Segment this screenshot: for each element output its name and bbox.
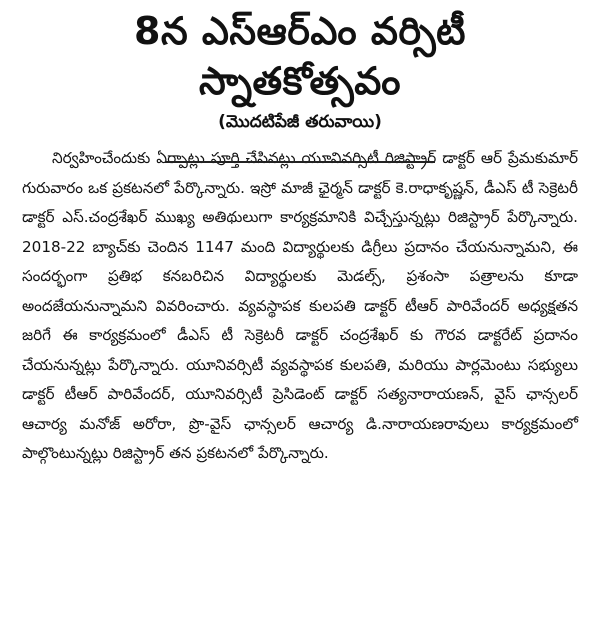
headline-line-2: స్నాతకోత్సవం <box>198 59 402 103</box>
continuation-note: (మొదటిపేజీ తరువాయి) <box>218 112 382 132</box>
clipped-next-line <box>22 616 578 624</box>
headline <box>0 6 600 106</box>
separator-rule <box>165 161 435 163</box>
article-body: నిర్వహించేందుకు ఏర్పాట్లు పూర్తి చేసినట్లు యూనివర్సిటీ రిజిస్ట్రార్ డాక్టర్ ఆర్ ప్రేమకుమార్ గురువారం ఒక ప్రకటనలో పేర్కొన్నారు. ఇస్రో మాజీ ఛైర్మన్ డాక్టర్ కె.రాధాకృష్ణన్, డీఎస్ టీ సెక్రెటరీ డాక్టర్ ఎస్.చంద్రశేఖర్ ముఖ్య అతిథులుగా కార్యక్రమానికి విచ్చేస్తున్నట్లు రిజిస్ట్రార్ పేర్కొన్నారు. 2018-22 బ్యాచ్‌కు చెందిన 1147 మంది విద్యార్థులకు డిగ్రీలు ప్రదానం చేయనున్నామని, ఈ సందర్భంగా ప్రతిభ కనబరిచిన విద్యార్థులకు మెడల్స్, ప్రశంసా పత్రాలను కూడా అందజేయనున్నామని వివరించారు. వ్యవస్థాపక కులపతి డాక్టర్ టీఆర్ పారివేందర్ అధ్యక్షతన జరిగే ఈ కార్యక్రమంలో డీఎస్ టీ సెక్రెటరీ డాక్టర్ చంద్రశేఖర్ కు గౌరవ డాక్టరేట్ ప్రదానం చేయనున్నట్లు పేర్కొన్నారు. యూనివర్సిటీ వ్యవస్థాపక కులపతి, మరియు పార్లమెంటు సభ్యులు డాక్టర్ టీఆర్ పారివేందర్, యూనివర్సిటీ ప్రెసిడెంట్ డాక్టర్ సత్యనారాయణన్, వైస్ ఛాన్సలర్ ఆచార్య మనోజ్ అరోరా, ప్రొ-వైస్ ఛాన్సలర్ ఆచార్య డి.నారాయణరావులు కార్యక్రమంలో పాల్గొంటున్నట్లు రిజిస్ట్రార్ తన ప్రకటనలో పేర్కొన్నారు. <box>22 149 579 462</box>
headline-line-1: 8న ఎస్ఆర్ఎం వర్సిటీ <box>134 9 466 53</box>
